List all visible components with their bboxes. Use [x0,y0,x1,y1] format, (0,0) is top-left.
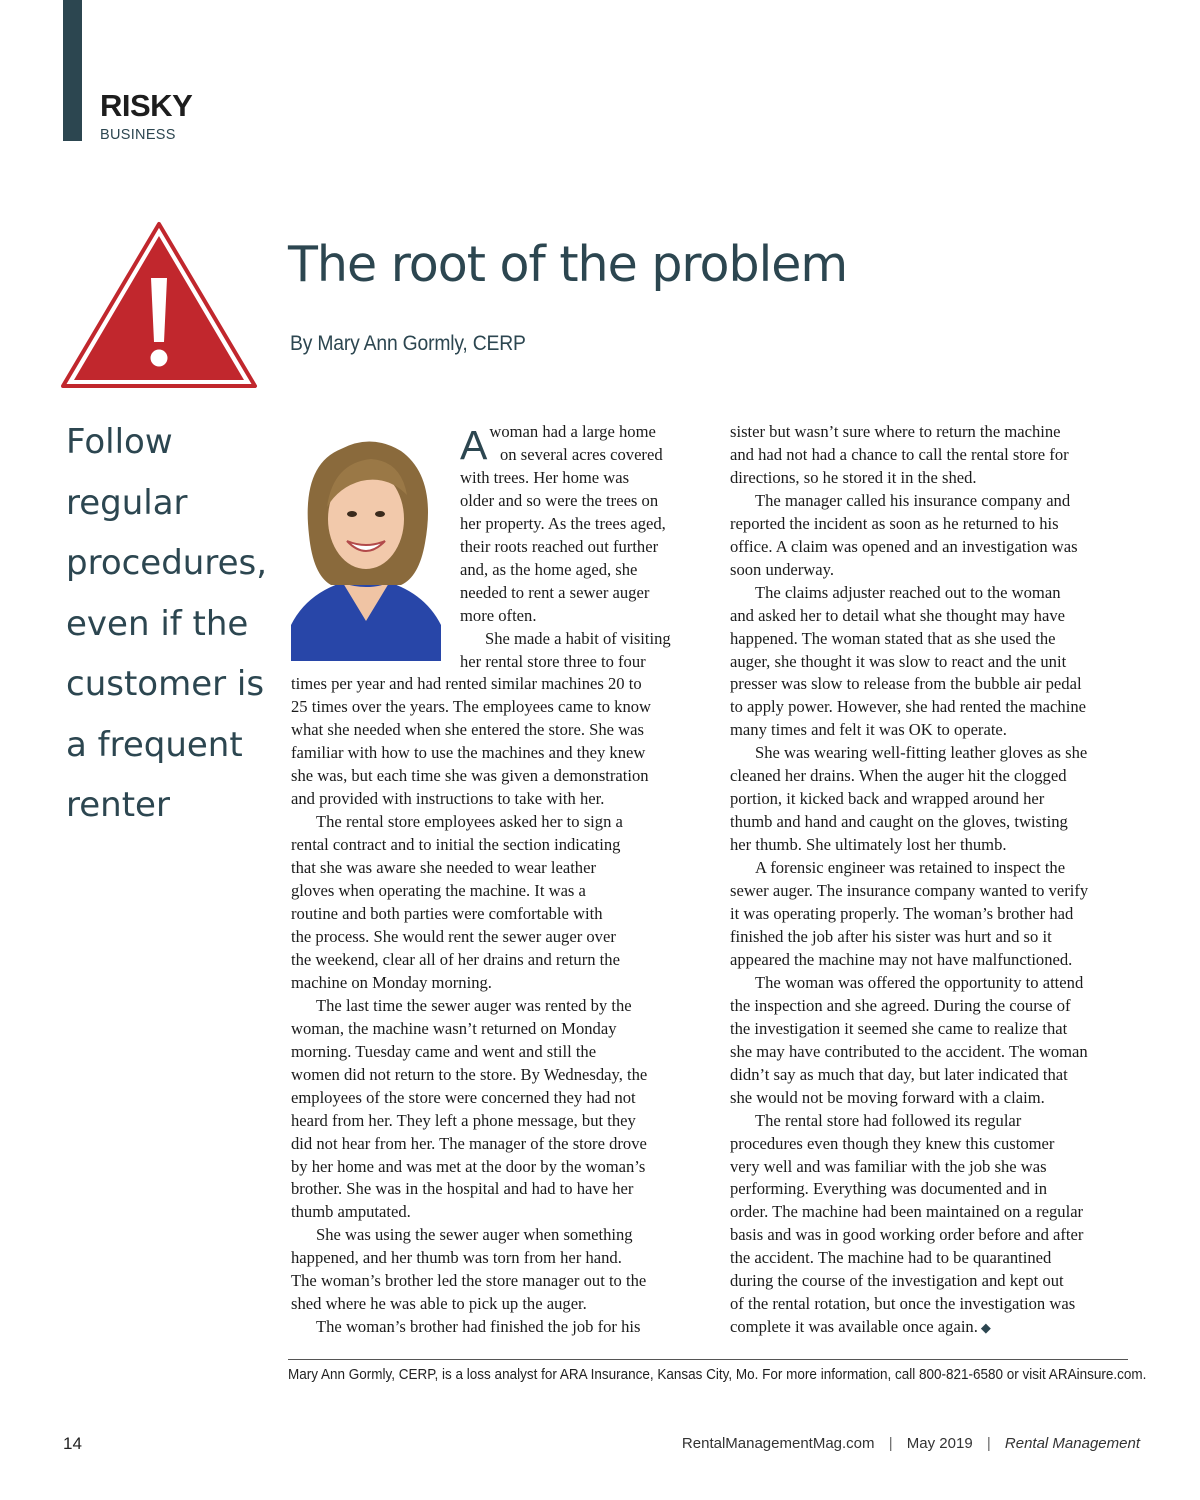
text-line: sewer auger. The insurance company wanted to verify [730,881,1089,901]
text-line: her rental store three to four [460,651,646,671]
text-line: what she needed when she entered the store. She was [291,720,644,740]
text-line: finished the job after his sister was hurt and so it [730,926,1052,946]
text-line: familiar with how to use the machines and they knew [291,743,646,763]
text-line: their roots reached out further [460,536,659,556]
text-line: routine and both parties were comfortable with [291,904,603,924]
text-line: complete it was available once again. ◆ [730,1317,991,1337]
folio [682,1435,1140,1452]
text-line: the investigation it seemed she came to realize that [730,1018,1068,1038]
text-line: her property. As the trees aged, [460,513,666,533]
text-line: happened. The woman stated that as she used the [730,628,1056,648]
section-accent-bar [63,0,82,141]
text-line: The rental store had followed its regular [755,1110,1022,1130]
text-line: The woman’s brother led the store manager out to the [291,1271,647,1291]
pull-quote-line: regular [66,482,188,523]
text-line: didn’t say as much that day, but later indicated that [730,1064,1068,1084]
article-column-right [730,421,1140,1340]
text-line: rental contract and to initial the section indicating [291,835,621,855]
text-line: sister but wasn’t sure where to return the machine [730,422,1061,441]
text-line: The woman’s brother had finished the job for his [316,1317,641,1337]
text-line: She was wearing well-fitting leather gloves as she [755,743,1088,763]
text-line: The manager called his insurance company and [755,490,1071,510]
text-line: and had not had a chance to call the rental store for [730,444,1069,464]
text-line: many times and felt it was OK to operate. [730,720,1007,740]
text-line: basis and was in good working order before and after [730,1225,1084,1245]
text-line: procedures even though they knew this customer [730,1133,1055,1153]
footnote-divider [288,1359,1128,1360]
text-line: presser was slow to release from the bubble air pedal [730,674,1082,694]
article-byline: By Mary Ann Gormly, CERP [290,332,526,355]
text-line: during the course of the investigation and kept out [730,1271,1064,1291]
author-bio-footnote: Mary Ann Gormly, CERP, is a loss analyst for ARA Insurance, Kansas City, Mo. For more information, call 800-821-6580 or visit ARAinsure.com. [288,1366,1147,1383]
text-line: She was using the sewer auger when something [316,1225,633,1245]
text-line: A forensic engineer was retained to inspect the [755,858,1066,878]
end-mark-icon: ◆ [980,1320,991,1336]
text-line: portion, it kicked back and wrapped around her [730,789,1045,809]
article-title: The root of the problem [288,236,848,293]
folio-separator: | [986,1435,991,1452]
text-line: performing. Everything was documented and in [730,1179,1048,1199]
text-line: office. A claim was opened and an investigation was [730,536,1078,556]
section-label: RISKY [100,88,193,123]
pull-quote-line: a frequent [66,724,243,765]
text-line: thumb amputated. [291,1202,411,1222]
text-line: very well and was familiar with the job she was [730,1156,1047,1176]
text-line: she was, but each time she was given a demonstration [291,766,649,786]
text-line: directions, so he stored it in the shed. [730,467,977,487]
pull-quote-line: customer is [66,664,265,704]
text-line: times per year and had rented similar machines 20 to [291,674,642,694]
text-line: the accident. The machine had to be quarantined [730,1248,1052,1268]
text-line: and asked her to detail what she thought may have [730,605,1066,625]
text-line: shed where he was able to pick up the auger. [291,1294,587,1314]
text-line: by her home and was met at the door by the woman’s [291,1156,646,1176]
page-number: 14 [63,1434,82,1453]
text-line: and provided with instructions to take with her. [291,789,605,809]
text-line: appeared the machine may not have malfunctioned. [730,949,1073,969]
text-line: gloves when operating the machine. It was a [291,881,586,901]
text-line: that she was aware she needed to wear leather [291,858,596,878]
text-line: machine on Monday morning. [291,972,492,992]
text-line: older and so were the trees on [460,490,659,510]
text-line: The woman was offered the opportunity to attend [755,972,1084,992]
pull-quote-line: renter [66,785,170,825]
drop-cap: A [460,422,488,468]
text-line: the weekend, clear all of her drains and return the [291,949,620,969]
text-line: reported the incident as soon as he returned to his [730,513,1059,533]
text-line: The claims adjuster reached out to the woman [755,582,1061,602]
text-line: woman, the machine wasn’t returned on Monday [291,1018,617,1038]
folio-magazine: Rental Management [1004,1435,1140,1452]
folio-separator: | [888,1435,893,1452]
warning-triangle-icon [60,220,258,392]
text-line: to apply power. However, she had rented the machine [730,697,1086,717]
pull-quote-line: even if the [66,603,249,644]
text-line: cleaned her drains. When the auger hit the clogged [730,766,1067,786]
section-sublabel: BUSINESS [100,127,176,143]
text-line: needed to rent a sewer auger [460,582,650,602]
folio-issue: May 2019 [906,1435,973,1452]
text-line: the process. She would rent the sewer auger over [291,926,616,946]
text-line: order. The machine had been maintained on a regular [730,1202,1084,1222]
folio-website: RentalManagementMag.com [681,1435,875,1452]
text-line: the inspection and she agreed. During the course of [730,995,1071,1015]
text-line: The last time the sewer auger was rented by the [316,995,632,1015]
text-line: more often. [460,605,537,625]
text-line: women did not return to the store. By Wednesday, the [291,1064,648,1084]
text-line: she would not be moving forward with a claim. [730,1087,1045,1107]
text-line: with trees. Her home was [460,467,630,487]
pull-quote-line: Follow [66,422,173,462]
text-line: thumb and hand and caught on the gloves, twisting [730,812,1068,832]
text-line: happened, and her thumb was torn from her hand. [291,1248,622,1268]
text-line: heard from her. They left a phone message, but they [291,1110,636,1130]
text-line: She made a habit of visiting [485,628,671,648]
text-line: her thumb. She ultimately lost her thumb. [730,835,1007,855]
text-line: on several acres covered [500,444,663,464]
text-line: 25 times over the years. The employees came to know [291,697,652,717]
text-line: and, as the home aged, she [460,559,638,579]
text-line: morning. Tuesday came and went and still the [291,1041,597,1061]
text-line: brother. She was in the hospital and had to have her [291,1179,634,1199]
text-line: The rental store employees asked her to sign a [316,812,623,832]
text-line: soon underway. [730,559,834,579]
pull-quote-line: procedures, [66,543,268,583]
text-line: it was operating properly. The woman’s brother had [730,904,1074,924]
pull-quote [66,412,281,836]
text-line: of the rental rotation, but once the investigation was [730,1294,1076,1314]
text-line: Awoman had a large home [460,422,656,468]
text-line: did not hear from her. The manager of the store drove [291,1133,647,1153]
text-line: she may have contributed to the accident. The woman [730,1041,1088,1061]
article-column-left [291,421,697,1339]
text-line: employees of the store were concerned they had not [291,1087,636,1107]
text-line: auger, she thought it was slow to react and the unit [730,651,1067,671]
